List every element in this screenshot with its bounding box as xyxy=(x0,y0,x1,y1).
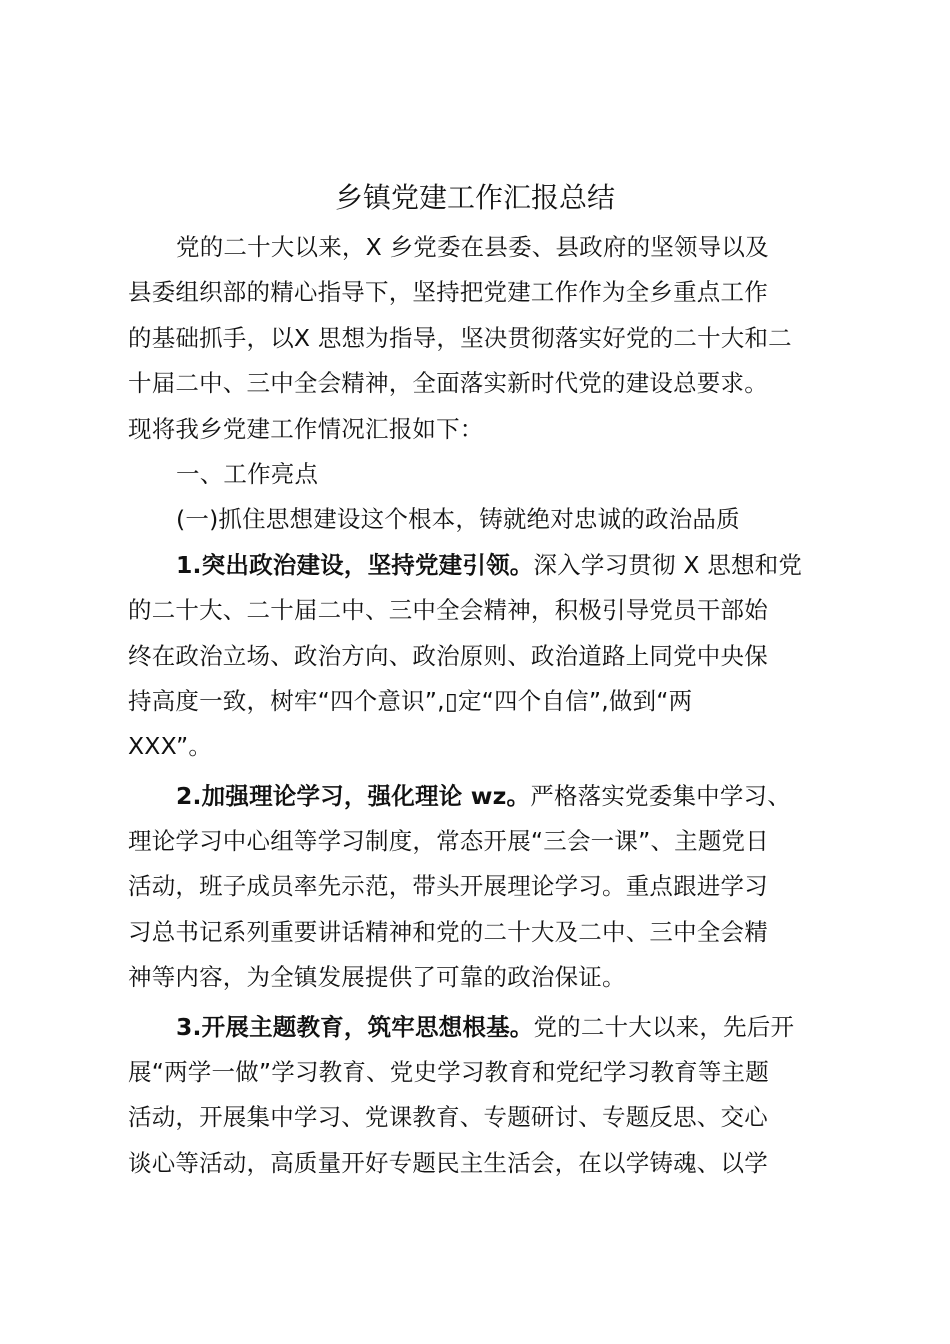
line-text: 谈心等活动，高质量开好专题民主生活会，在以学铸魂、以学 xyxy=(128,1148,768,1177)
text-line xyxy=(128,452,822,497)
line-text: 党的二十大以来，X 乡党委在县委、县政府的坚领导以及 xyxy=(176,233,769,261)
line-text: 一、工作亮点 xyxy=(176,459,319,488)
text-line xyxy=(128,679,822,724)
text-line xyxy=(128,361,822,406)
text-line xyxy=(128,910,822,955)
section-heading: 2.加强理论学习，强化理论 wz。 xyxy=(176,781,531,810)
line-text: 党的二十大以来，先后开 xyxy=(533,1012,795,1041)
line-text: 展“两学一做”学习教育、党史学习教育和党纪学习教育等主题 xyxy=(128,1058,769,1087)
document-title: 乡镇党建工作汇报总结 xyxy=(334,181,615,214)
line-text: 现将我乡党建工作情况汇报如下： xyxy=(128,414,484,443)
line-text: 严格落实党委集中学习、 xyxy=(530,781,791,810)
line-text: (一)抓住思想建设这个根本，铸就绝对忠诚的政治品质 xyxy=(176,505,740,534)
line-text: 活动，班子成员率先示范，带头开展理论学习。重点跟进学习 xyxy=(128,872,768,901)
line-text: 持高度一致，树牢“四个意识”,▯定“四个自信”,做到“两 xyxy=(128,686,693,715)
text-line xyxy=(128,316,822,361)
section-heading: 1.突出政治建设，坚持党建引领。 xyxy=(176,550,534,579)
text-line xyxy=(128,588,822,633)
document-body xyxy=(128,225,822,1186)
text-line xyxy=(128,1050,822,1095)
line-text: 习总书记系列重要讲话精神和党的二十大及二中、三中全会精 xyxy=(128,917,768,946)
text-line xyxy=(128,270,822,315)
text-line xyxy=(128,1005,822,1050)
line-text: 终在政治立场、政治方向、政治原则、政治道路上同党中央保 xyxy=(128,641,768,670)
text-line xyxy=(128,407,822,452)
text-line xyxy=(128,543,822,588)
text-line xyxy=(128,864,822,909)
line-text: 活动，开展集中学习、党课教育、专题研讨、专题反思、交心 xyxy=(128,1103,768,1132)
line-text: XXX”。 xyxy=(128,732,213,761)
text-line xyxy=(128,634,822,679)
line-text: 的基础抓手，以X 思想为指导，坚决贯彻落实好党的二十大和二 xyxy=(128,323,792,352)
text-line xyxy=(128,225,822,270)
text-line xyxy=(128,819,822,864)
line-text: 的二十大、二十届二中、三中全会精神，积极引导党员干部始 xyxy=(128,596,768,625)
text-line xyxy=(128,497,822,542)
line-text: 十届二中、三中全会精神，全面落实新时代党的建设总要求。 xyxy=(128,369,768,398)
line-text: 理论学习中心组等学习制度，常态开展“三会一课”、主题党日 xyxy=(128,827,769,856)
line-text: 深入学习贯彻 X 思想和党 xyxy=(533,550,803,579)
text-line xyxy=(128,724,822,769)
text-line xyxy=(128,774,822,819)
text-line xyxy=(128,1141,822,1186)
line-text: 神等内容，为全镇发展提供了可靠的政治保证。 xyxy=(128,963,626,992)
text-line xyxy=(128,1095,822,1140)
line-text: 县委组织部的精心指导下，坚持把党建工作作为全乡重点工作 xyxy=(128,278,768,307)
text-line xyxy=(128,955,822,1000)
section-heading: 3.开展主题教育，筑牢思想根基。 xyxy=(176,1012,534,1041)
